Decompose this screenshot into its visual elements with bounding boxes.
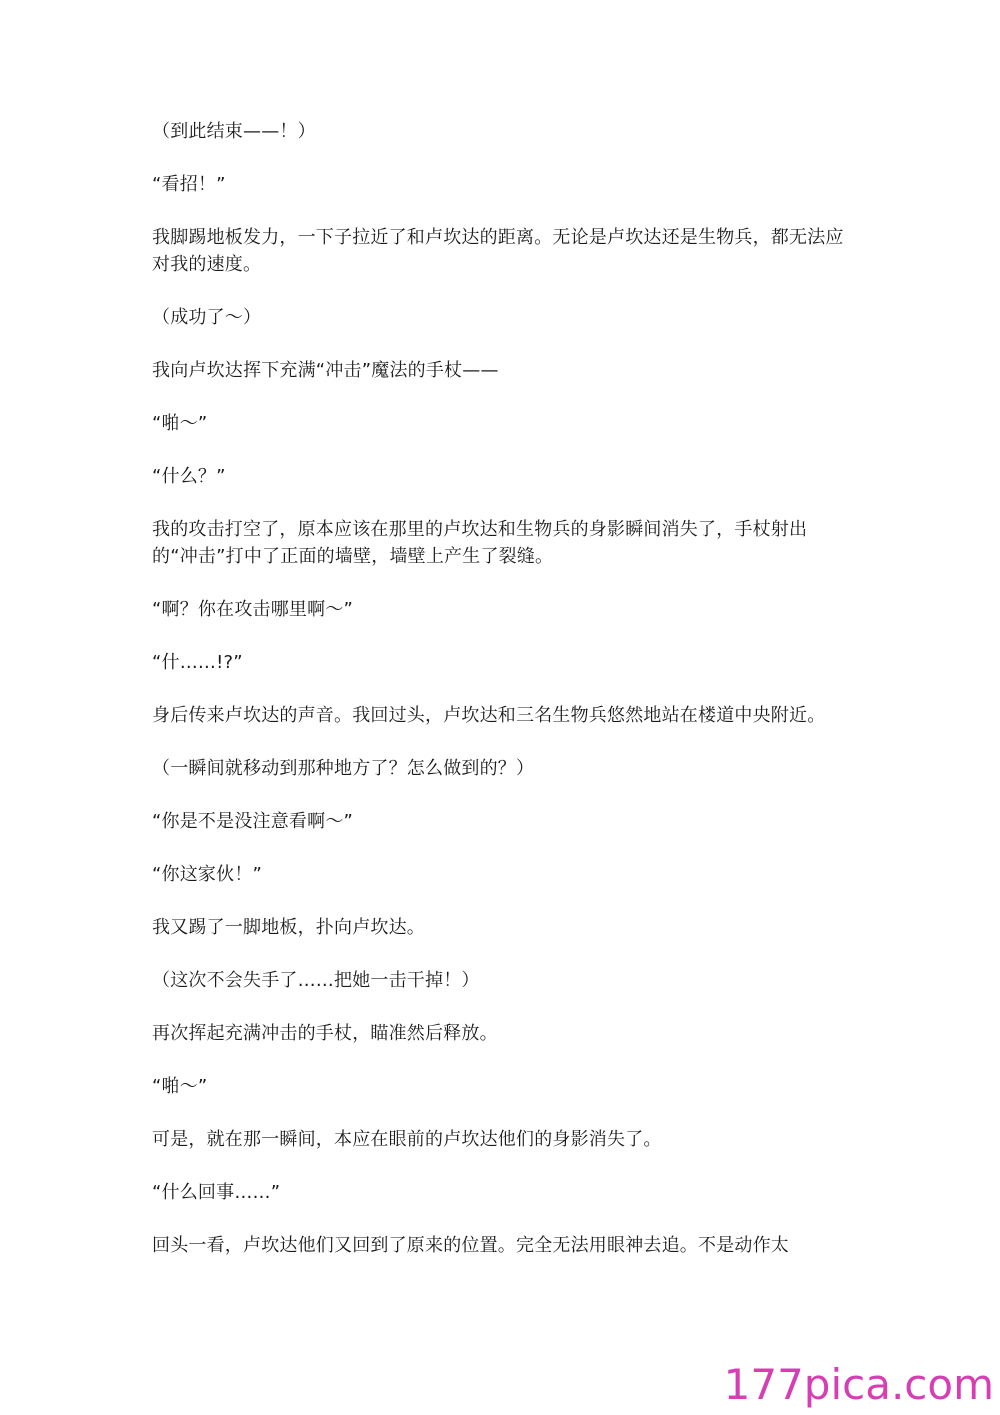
paragraph: “你是不是没注意看啊～” [152, 811, 354, 832]
paragraph: “啊？你在攻击哪里啊～” [152, 599, 354, 620]
paragraph: “看招！” [152, 174, 226, 195]
paragraph: “你这家伙！” [152, 864, 263, 885]
paragraph: “什么回事……” [152, 1182, 281, 1203]
paragraph: 回头一看，卢坎达他们又回到了原来的位置。完全无法用眼神去追。不是动作太 [152, 1235, 789, 1256]
paragraph: “啪～” [152, 1076, 208, 1097]
watermark-text: 177pica.com [723, 1360, 994, 1409]
paragraph: （一瞬间就移动到那种地方了？怎么做到的？） [152, 758, 535, 779]
paragraph: 我向卢坎达挥下充满“冲击”魔法的手杖—— [152, 360, 499, 381]
paragraph: 我脚踢地板发力，一下子拉近了和卢坎达的距离。无论是卢坎达还是生物兵，都无法应对我的速度。 [152, 227, 844, 275]
paragraph: （成功了～） [152, 307, 262, 328]
paragraph: （这次不会失手了……把她一击干掉！） [152, 970, 480, 991]
paragraph: 我的攻击打空了，原本应该在那里的卢坎达和生物兵的身影瞬间消失了，手杖射出的“冲击”打中了正面的墙壁，墙壁上产生了裂缝。 [152, 519, 808, 567]
paragraph: 再次挥起充满冲击的手杖，瞄准然后释放。 [152, 1023, 498, 1044]
paragraph: （到此结束——！） [152, 121, 316, 142]
paragraph: 身后传来卢坎达的声音。我回过头，卢坎达和三名生物兵悠然地站在楼道中央附近。 [152, 705, 826, 726]
paragraph: “什么？” [152, 466, 226, 487]
paragraph: 可是，就在那一瞬间，本应在眼前的卢坎达他们的身影消失了。 [152, 1129, 662, 1150]
paragraph: “什……!?” [152, 652, 243, 673]
body-text [152, 118, 852, 1285]
paragraph: “啪～” [152, 413, 208, 434]
paragraph: 我又踢了一脚地板，扑向卢坎达。 [152, 917, 425, 938]
